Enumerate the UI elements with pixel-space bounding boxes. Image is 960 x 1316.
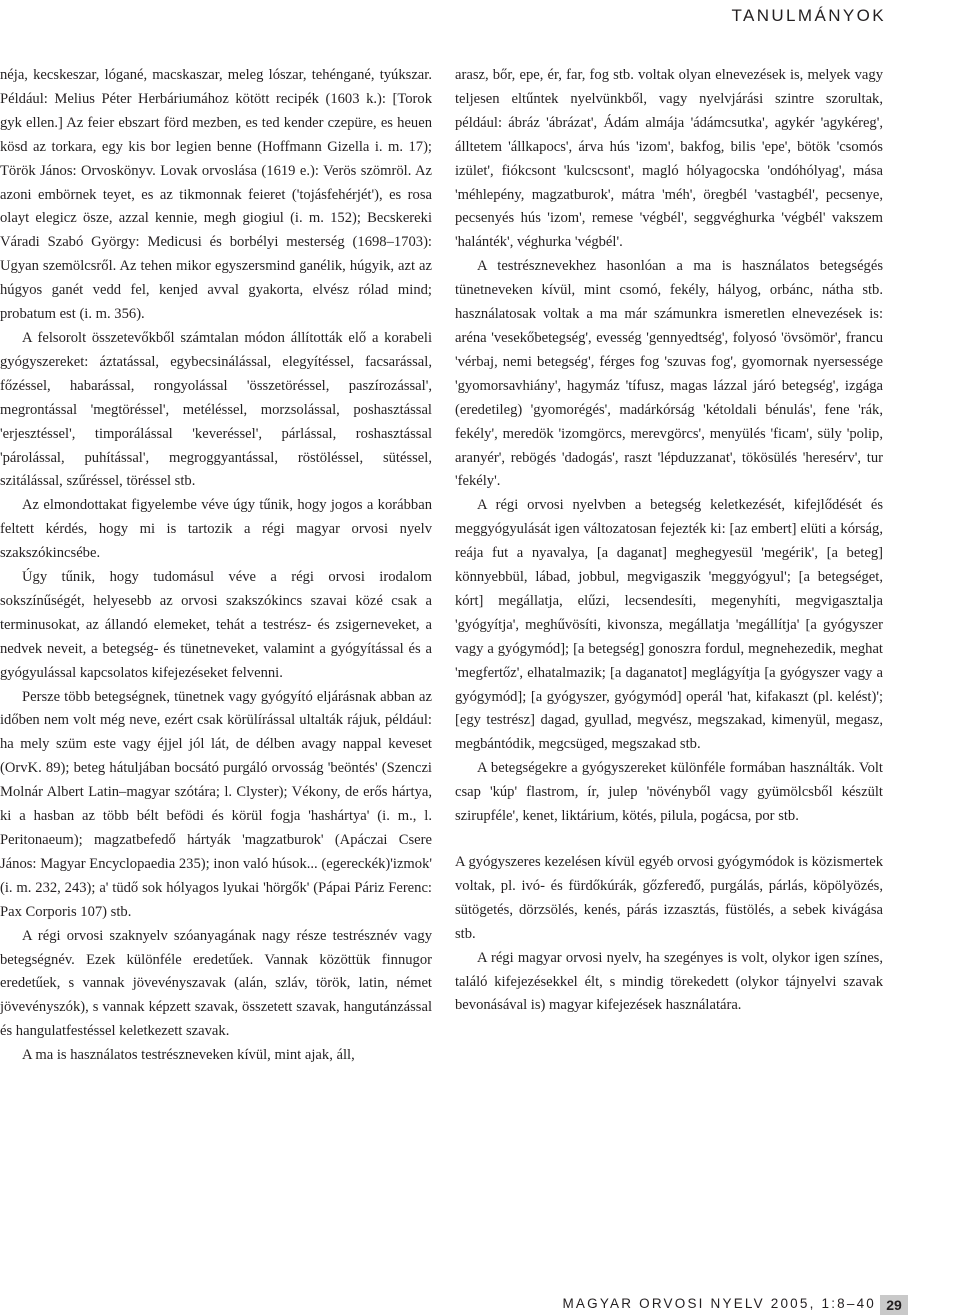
paragraph: néja, kecskeszar, lógané, macskaszar, meleg lószar, tehéngané, tyúkszar. Például: Melius Péter Herbáriumához kötött recipék (1603 k.): [Torok gyk ellen.] Az feier ebszart förd mezben, es ted kender czepüre, es heuen kösd az torkara, egy kis bor legien benne (Hoffmann Gizella i. m. 17); Török János: Orvoskönyv. Lovak orvoslása (1619 e.): Verös szömröl. Az azoni embörnek teyet, es az tikmonnak feieret ('tojásfehérjét'), es rosa olayt elegicz ösze, azzal kennie, megh giogiul (i. m. 152); Becskereki Váradi Szabó György: Medicusi és borbélyi mesterség (1698–1703): Ugyan szemölcsről. Az tehen mikor egyszersmind ganélik, húgyik, azt az húgyos ganét vedd fel, kenjed avval gyakorta, elvész rólad mind; probatum est (i. m. 356). xyxy=(0,67,432,323)
paragraph: A régi orvosi nyelvben a betegség keletkezését, kifejlődését és meggyógyulását igen változatosan fejezték ki: [az embert] elüti a kórság, reája fut a nyavalya, [a daganat] meghegyesül 'megérik', [a beteg] könnyebbül, lábad, jobbul, megvigaszik 'meggyógyul'; [a betegséget, kórt] megállatja, elűzi, lecsendesíti, megenyhíti, megvigasztalja 'gyógyítja', meghűvösíti, kivonsza, megállatja 'megállítja' [a gyógyszer vagy a gyógymód]; [a betegség] gonoszra fordul, megnehezedik, meghat 'megfertőz', elhatalmazik; [a daganatot] meglágyítja [a gyógyszer vagy a gyógymód]; [a gyógyszer, gyógymód] operál 'hat, kifakaszt (pl. kelést)'; [egy testrész] dagad, gyullad, megvész, megszakad, kimenyül, megasz, megbántódik, megcsüged, megszakad stb. xyxy=(455,497,883,753)
paragraph: A felsorolt összetevőkből számtalan módon állították elő a korabeli gyógyszereket: áztatással, egybecsinálással, elegyítéssel, facsarással, főzéssel, habarással, rongyolással 'összetöréssel, paszírozással', megrontással 'megtöréssel', metéléssel, morzsolással, poshasztással 'erjesztéssel', timporálással 'keveréssel', párlással, roshasztással 'párolással, puhítással', megroggyantással, röstöléssel, sütéssel, szitálással, szűréssel, töréssel stb. xyxy=(0,329,432,490)
paragraph: A régi orvosi szaknyelv szóanyagának nagy része testrésznév vagy betegségnév. Ezek különféle eredetűek. Vannak közöttük finnugor eredetűek, s vannak jövevényszavak (alán, szláv, török, latin, német jövevényszók), s vannak képzett szavak, összetett szavak, hangutánzással és hangulatfestéssel keletkezett szavak. xyxy=(0,927,432,1040)
paragraph: A gyógyszeres kezelésen kívül egyéb orvosi gyógymódok is közismertek voltak, pl. ivó- és fürdőkúrák, gőzfeređő, purgálás, párlás, köpölyözés, sütögetés, dörzsölés, kenés, párás izzasztás, füstölés, a sebek kivágása stb. xyxy=(455,854,883,942)
left-column xyxy=(0,64,432,1068)
journal-citation: MAGYAR ORVOSI NYELV 2005, 1:8–40 xyxy=(562,1296,876,1311)
paragraph: A ma is használatos testrészneveken kívül, mint ajak, áll, xyxy=(22,1047,355,1064)
running-head: TANULMÁNYOK xyxy=(731,6,886,25)
page-number: 29 xyxy=(880,1295,908,1315)
page-footer xyxy=(0,1295,960,1316)
paragraph: A betegségekre a gyógyszereket különféle formában használták. Volt csap 'kúp' flastrom, ír, julep 'növényből vagy gyümölcsből készült szirupféle', kenet, liktárium, kötés, pilula, pogácsa, por stb. xyxy=(455,760,883,825)
paragraph: Az elmondottakat figyelembe véve úgy tűnik, hogy jogos a korábban feltett kérdés, hogy mi is tartozik a régi magyar orvosi nyelv szakszókincsébe. xyxy=(0,497,432,562)
paragraph: A testrésznevekhez hasonlóan a ma is használatos betegségés tünetneveken kívül, mint csomó, fekély, hályog, orbánc, nátha stb. használatosak voltak a ma már számunkra ismeretlen elnevezések is: aréna 'vesekőbetegség', evesség 'gennyedtség', folyosó 'övsömör', francu 'vérbaj, nemi betegség', férges fog 'szuvas fog', gyomornak nyersessége 'gyomorsavhiány', hagymáz 'tífusz, magas lázzal járó betegség', izgága (eredetileg) 'gyomorégés', madárkórság 'kétoldali bénulás', fene 'rák, fekély', meredök 'izomgörcs, merevgörcs', menyülés 'ficam', süly 'polip, aranyér', rebögés 'dadogás', raszt 'lépduzzanat', tökösülés 'heresérv', tur 'fekély'. xyxy=(455,258,883,490)
right-column xyxy=(455,64,883,1018)
paragraph: arasz, bőr, epe, ér, far, fog stb. voltak olyan elnevezések is, melyek vagy teljesen eltűntek nyelvünkből, vagy nyelvjárási szintre szorultak, például: ábráz 'ábrázat', Ádám almája 'ádámcsutka', agykér 'agykéreg', álltetem 'állkapocs', árva hús 'izom', bakfog, bilis 'epe', bötök 'csomós izület', fiókcsont 'kulcscsont', magló hólyagocska 'ondóhólyag', mása 'méhlepény, magzatburok', mátra 'méh', öregbél 'vastagbél', pecsenye, pecsenyés hús 'izom', remese 'végbél', seggvéghurka 'végbél' vakszem 'halánték', véghurka 'végbél'. xyxy=(455,67,883,251)
paragraph: Persze több betegségnek, tünetnek vagy gyógyító eljárásnak abban az időben nem volt még neve, ezért csak körülírással ultalták rájuk, például: ha mely szüm este vagy éjjel jól lát, de délben avagy nappal keveset (OrvK. 89); beteg hátuljában bocsátó purgáló orvosság 'beöntés' (Szenczi Molnár Albert Latin–magyar szótára; l. Clyster); Vékony, de erős hártya, ki a hasban az több bélt befödi és körül fogja 'hashártya' (i. m., l. Peritonaeum); magzatbefedő hártyák 'magzatburok' (Apáczai Csere János: Magyar Encyclopaedia 235); inon való húsok... (egereckék)'izmok' (i. m. 232, 243); a' tüdő sok hólyagos lyukai 'hörgők' (Pápai Páriz Ferenc: Pax Corporis 107) stb. xyxy=(0,688,432,920)
paragraph: Úgy tűnik, hogy tudomásul véve a régi orvosi irodalom sokszínűségét, helyesebb az orvosi szakszókincs szavai közé csak a terminusokat, az állandó elemeket, tehát a testrész- és zsigerneveket, a nedvek neveit, a betegség- és tünetneveket, valamint a gyógyítással és a gyógyulással kapcsolatos kifejezéseket felvenni. xyxy=(0,569,432,681)
paragraph: A régi magyar orvosi nyelv, ha szegényes is volt, olykor igen színes, találó kifejezésekkel élt, s mindig törekedett (olykor tájnyelvi szavak bevonásával is) magyar kifejezések használatára. xyxy=(455,949,883,1014)
